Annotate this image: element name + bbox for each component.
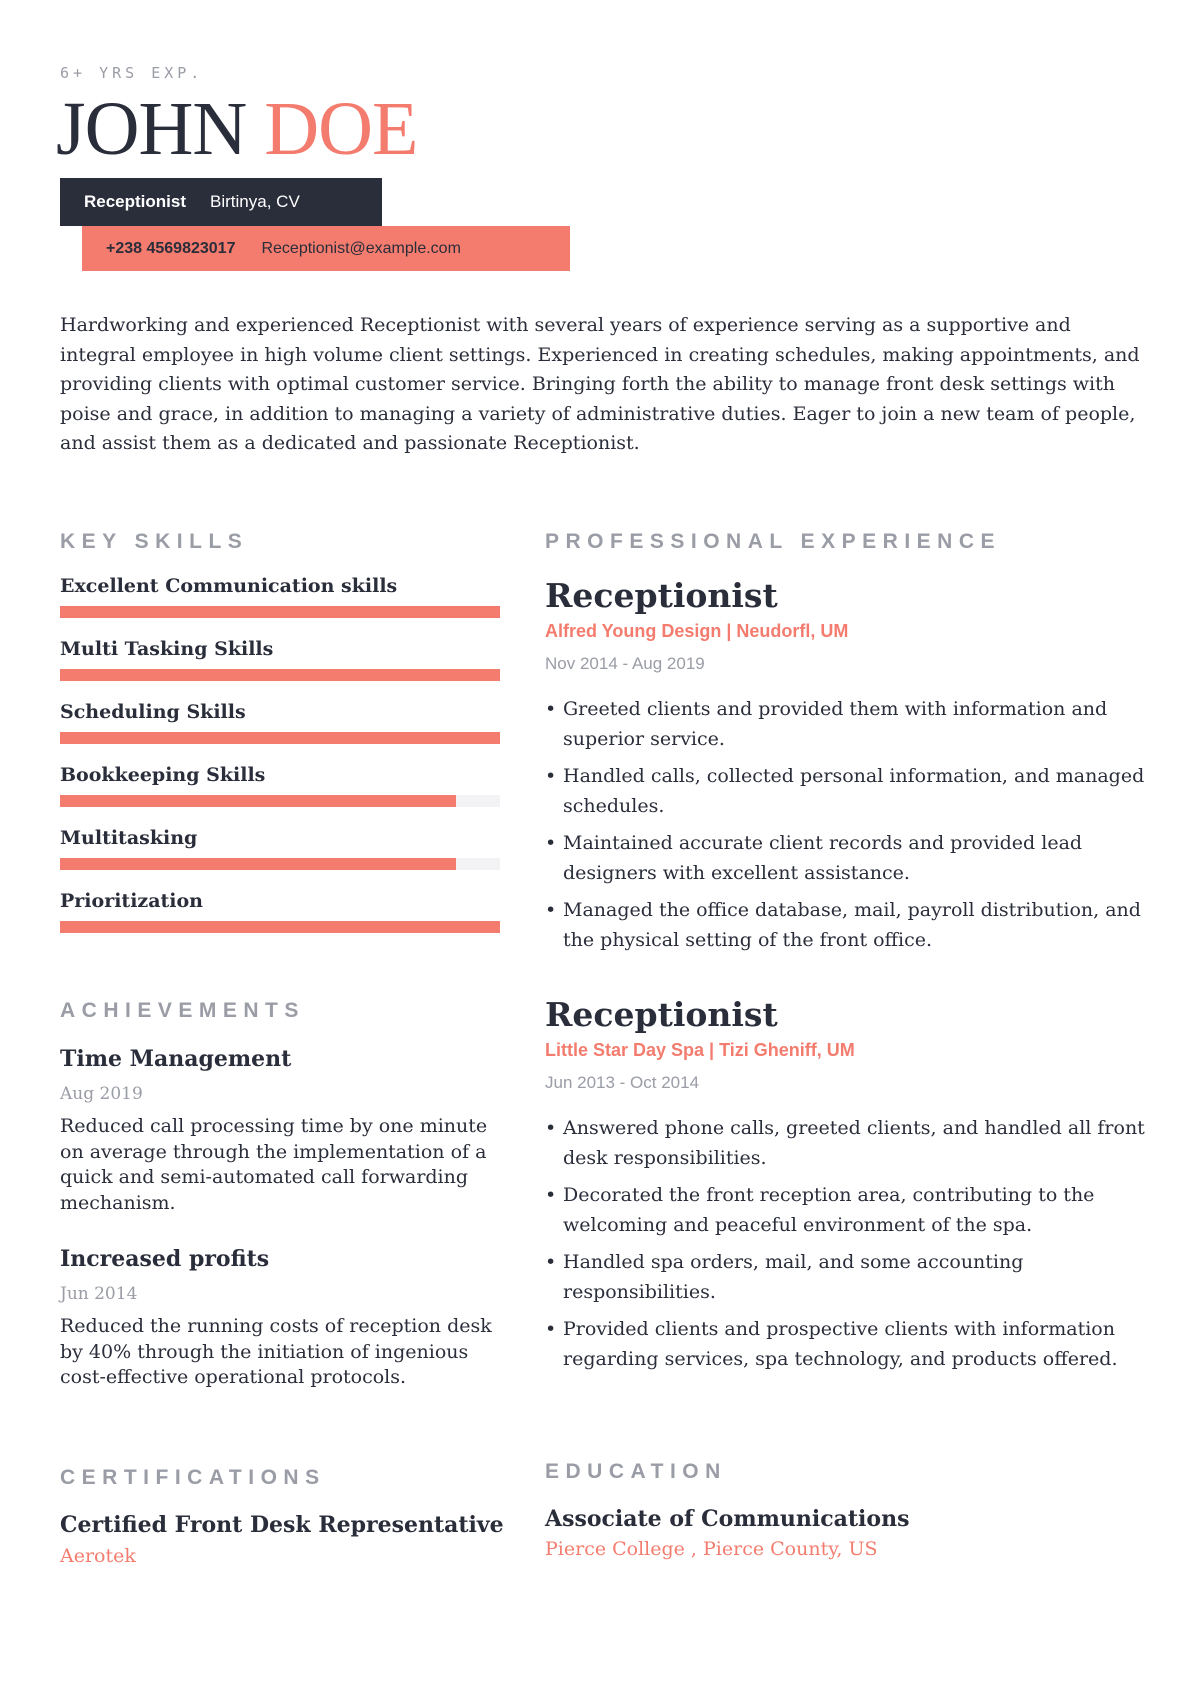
- skills-section-title: KEY SKILLS: [60, 530, 249, 553]
- job-dates: Jun 2013 - Oct 2014: [545, 1073, 700, 1092]
- skill-name: Multi Tasking Skills: [60, 638, 274, 660]
- skill-level-fill: [60, 858, 456, 870]
- skill-item: [60, 826, 500, 850]
- education-section-title: EDUCATION: [545, 1460, 727, 1483]
- education-degree: Associate of Communications: [545, 1506, 910, 1532]
- bullet-icon: •: [545, 899, 557, 921]
- bullet-icon: •: [545, 698, 557, 720]
- email-address[interactable]: Receptionist@example.com: [261, 239, 461, 257]
- skill-level-bar: [60, 795, 500, 807]
- skill-item: [60, 889, 500, 913]
- list-item: [545, 1114, 1145, 1173]
- job-responsibilities: [545, 1114, 1145, 1382]
- skill-level-fill: [60, 732, 500, 744]
- bullet-text: Provided clients and prospective clients with information regarding services, spa technology, and products offered.: [563, 1318, 1118, 1370]
- achievement-title: Time Management: [60, 1046, 292, 1072]
- skill-level-bar: [60, 669, 500, 681]
- skill-name: Excellent Communication skills: [60, 575, 398, 597]
- list-item: [545, 1315, 1145, 1374]
- skill-item: [60, 637, 500, 661]
- experience-years: 6+ YRS EXP.: [60, 64, 204, 82]
- bullet-text: Greeted clients and provided them with information and superior service.: [563, 698, 1108, 750]
- list-item: [545, 695, 1145, 754]
- achievement-date: Jun 2014: [60, 1284, 138, 1304]
- bullet-text: Maintained accurate client records and provided lead designers with excellent assistance.: [563, 832, 1083, 884]
- skill-name: Scheduling Skills: [60, 701, 246, 723]
- role-location-bar: [60, 178, 382, 226]
- bullet-icon: •: [545, 1117, 557, 1139]
- education-school: Pierce College , Pierce County, US: [545, 1538, 878, 1560]
- list-item: [545, 896, 1145, 955]
- candidate-name: [56, 86, 417, 172]
- list-item: [545, 1248, 1145, 1307]
- first-name: JOHN: [56, 87, 247, 171]
- list-item: [545, 829, 1145, 888]
- skill-level-fill: [60, 669, 500, 681]
- skill-level-fill: [60, 921, 500, 933]
- last-name: DOE: [264, 87, 418, 171]
- contact-bar: [82, 226, 570, 271]
- job-company: Little Star Day Spa | Tizi Gheniff, UM: [545, 1040, 855, 1060]
- bullet-icon: •: [545, 765, 557, 787]
- bullet-text: Answered phone calls, greeted clients, and handled all front desk responsibilities.: [563, 1117, 1145, 1169]
- location: Birtinya, CV: [210, 192, 300, 211]
- certifications-section-title: CERTIFICATIONS: [60, 1466, 326, 1489]
- list-item: [545, 1181, 1145, 1240]
- bullet-icon: •: [545, 1318, 557, 1340]
- skill-name: Prioritization: [60, 890, 203, 912]
- job-responsibilities: [545, 695, 1145, 963]
- profile-summary: Hardworking and experienced Receptionist with several years of experience serving as a supportive and integral employee in high volume client settings. Experienced in creating schedules, making appointments, and providing clients with optimal customer service. Bringing forth the ability to manage front desk settings with poise and grace, in addition to managing a variety of administrative duties. Eager to join a new team of people, and assist them as a dedicated and passionate Receptionist.: [60, 314, 1140, 454]
- bullet-icon: •: [545, 1184, 557, 1206]
- skill-level-bar: [60, 606, 500, 618]
- skill-name: Multitasking: [60, 827, 198, 849]
- skill-item: [60, 763, 500, 787]
- job-title: Receptionist: [545, 995, 778, 1034]
- list-item: [545, 762, 1145, 821]
- job-dates: Nov 2014 - Aug 2019: [545, 654, 705, 673]
- skill-item: [60, 574, 500, 598]
- experience-section-title: PROFESSIONAL EXPERIENCE: [545, 530, 1002, 553]
- bullet-icon: •: [545, 832, 557, 854]
- achievements-section-title: ACHIEVEMENTS: [60, 999, 305, 1022]
- skill-level-fill: [60, 606, 500, 618]
- skill-level-fill: [60, 795, 456, 807]
- job-role: Receptionist: [84, 192, 187, 211]
- skill-level-bar: [60, 921, 500, 933]
- achievement-title: Increased profits: [60, 1246, 270, 1272]
- bullet-text: Handled spa orders, mail, and some accounting responsibilities.: [563, 1251, 1024, 1303]
- skill-level-bar: [60, 732, 500, 744]
- skill-level-bar: [60, 858, 500, 870]
- bullet-icon: •: [545, 1251, 557, 1273]
- bullet-text: Decorated the front reception area, contributing to the welcoming and peaceful environment of the spa.: [563, 1184, 1095, 1236]
- bullet-text: Managed the office database, mail, payroll distribution, and the physical setting of the front office.: [563, 899, 1141, 951]
- certification-title: Certified Front Desk Representative: [60, 1512, 504, 1538]
- phone-number[interactable]: +238 4569823017: [106, 239, 236, 257]
- achievement-description: Reduced call processing time by one minute on average through the implementation of a quick and semi-automated call forwarding mechanism.: [60, 1115, 488, 1214]
- bullet-text: Handled calls, collected personal information, and managed schedules.: [563, 765, 1145, 817]
- certification-issuer: Aerotek: [60, 1545, 136, 1567]
- achievement-description: Reduced the running costs of reception desk by 40% through the initiation of ingenious cost-effective operational protocols.: [60, 1315, 492, 1388]
- job-title: Receptionist: [545, 576, 778, 615]
- achievement-date: Aug 2019: [60, 1084, 143, 1104]
- skill-name: Bookkeeping Skills: [60, 764, 266, 786]
- skill-item: [60, 700, 500, 724]
- job-company: Alfred Young Design | Neudorfl, UM: [545, 621, 849, 641]
